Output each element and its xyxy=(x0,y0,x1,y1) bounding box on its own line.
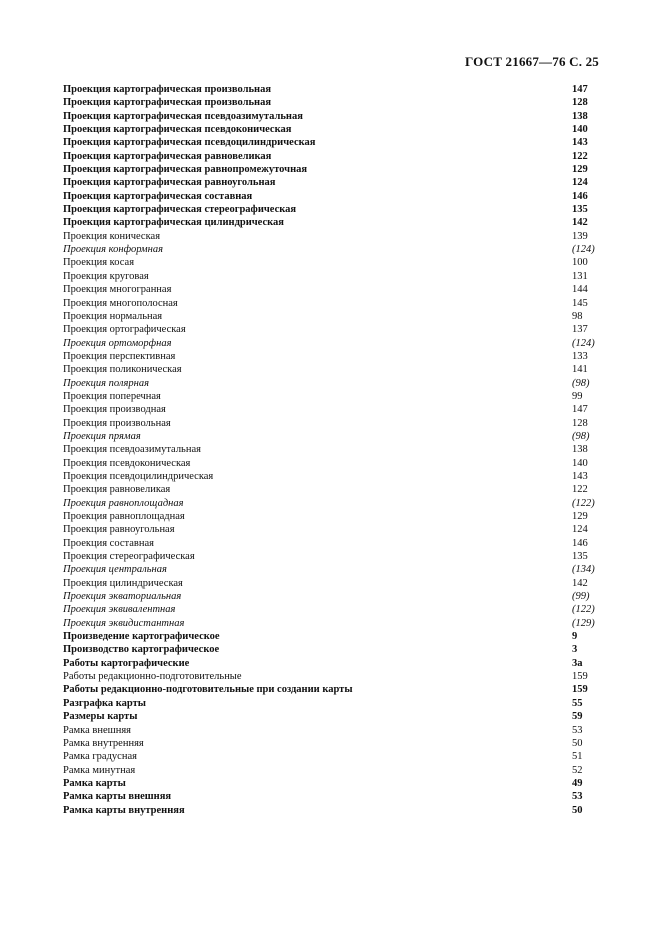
index-page-number: (129) xyxy=(572,617,595,629)
index-page-number: 142 xyxy=(572,577,588,589)
index-entry xyxy=(63,377,603,390)
index-term: Проекция картографическая составная xyxy=(63,190,253,202)
index-term: Проекция картографическая произвольная xyxy=(63,84,272,95)
index-term: Проекция стереографическая xyxy=(63,551,195,563)
index-term: Проекция эквивалентная xyxy=(63,604,176,616)
index-term: Проекция перспективная xyxy=(63,350,176,362)
index-entry xyxy=(63,203,603,216)
index-page-number: 143 xyxy=(572,137,588,149)
index-page-number: 139 xyxy=(572,230,588,242)
index-page-number: (98) xyxy=(572,430,590,442)
index-term: Проекция прямая xyxy=(63,430,141,442)
index-term: Производство картографическое xyxy=(63,644,220,656)
index-term: Проекция равноплощадная xyxy=(63,497,184,509)
index-entry xyxy=(63,230,603,243)
index-page-number: (122) xyxy=(572,497,595,509)
index-entry xyxy=(63,804,603,817)
index-term: Проекция эквидистантная xyxy=(63,617,185,629)
index-page-number: 52 xyxy=(572,764,583,776)
index-entry xyxy=(63,443,603,456)
index-term: Проекция поликоническая xyxy=(63,364,182,376)
index-page-number: 122 xyxy=(572,484,588,496)
index-entry xyxy=(63,563,603,576)
index-entry xyxy=(63,176,603,189)
index-page-number: 142 xyxy=(572,217,588,229)
index-term: Проекция равноугольная xyxy=(63,524,175,536)
index-term: Проекция равновеликая xyxy=(63,484,171,496)
index-term: Проекция нормальная xyxy=(63,310,163,322)
index-entry xyxy=(63,577,603,590)
index-term: Проекция коническая xyxy=(63,230,161,242)
index-entry xyxy=(63,777,603,790)
index-page-number: 129 xyxy=(572,164,588,176)
index-page-number: 146 xyxy=(572,537,588,549)
index-page-number: (98) xyxy=(572,377,590,389)
index-entry xyxy=(63,310,603,323)
index-entry xyxy=(63,697,603,710)
index-term: Проекция псевдоцилиндрическая xyxy=(63,470,214,482)
index-page-number: 135 xyxy=(572,204,588,216)
index-page-number: 3а xyxy=(572,657,583,669)
index-entry xyxy=(63,350,603,363)
index-page-number: (99) xyxy=(572,591,590,603)
index-page-number: 53 xyxy=(572,791,583,803)
index-page-number: (134) xyxy=(572,564,595,576)
index-term: Проекция картографическая произвольная xyxy=(63,97,272,109)
index-page-number: 51 xyxy=(572,751,583,763)
index-page-number: 55 xyxy=(572,697,583,709)
index-term: Разграфка карты xyxy=(63,697,146,709)
index-term: Проекция произвольная xyxy=(63,417,171,429)
index-page-number: 59 xyxy=(572,711,583,723)
index-term: Проекция конформная xyxy=(63,244,163,256)
index-page-number: 131 xyxy=(572,270,588,282)
index-entry xyxy=(63,590,603,603)
index-term: Проекция картографическая равновеликая xyxy=(63,150,272,162)
index-page-number: 133 xyxy=(572,350,588,362)
index-page-number: 98 xyxy=(572,310,583,322)
index-term: Работы картографические xyxy=(63,657,190,669)
index-page-number: 145 xyxy=(572,297,588,309)
index-entry xyxy=(63,403,603,416)
index-page-number: 124 xyxy=(572,524,588,536)
index-term: Проекция многогранная xyxy=(63,284,172,296)
index-page-number: (122) xyxy=(572,604,595,616)
index-term: Проекция косая xyxy=(63,257,135,269)
index-entry xyxy=(63,457,603,470)
index-term: Рамка градусная xyxy=(63,751,137,763)
index-page-number: 140 xyxy=(572,457,588,469)
index-entry xyxy=(63,670,603,683)
index-term: Проекция круговая xyxy=(63,270,149,282)
index-term: Рамка карты внешняя xyxy=(63,791,172,803)
index-entry xyxy=(63,363,603,376)
index-entry xyxy=(63,136,603,149)
index-entry xyxy=(63,523,603,536)
index-entry xyxy=(63,683,603,696)
index-term: Рамка карты xyxy=(63,777,126,789)
index-entry xyxy=(63,216,603,229)
index-entry xyxy=(63,417,603,430)
index-page-number: 146 xyxy=(572,190,588,202)
index-entry xyxy=(63,337,603,350)
index-page-number: 50 xyxy=(572,804,583,816)
index-term: Работы редакционно-подготовительные xyxy=(63,671,242,683)
index-term: Работы редакционно-подготовительные при создании карты xyxy=(63,684,353,696)
index-entry xyxy=(63,550,603,563)
index-page-number: 159 xyxy=(572,671,588,683)
index-page-number: 128 xyxy=(572,97,588,109)
index-entry xyxy=(63,270,603,283)
index-entry xyxy=(63,283,603,296)
index-entry xyxy=(63,430,603,443)
index-term: Проекция картографическая равнопромежуточная xyxy=(63,164,308,176)
index-term: Проекция картографическая стереографическая xyxy=(63,204,297,216)
index-term: Проекция экваториальная xyxy=(63,591,182,603)
index-page-number: 50 xyxy=(572,737,583,749)
index-term: Проекция ортографическая xyxy=(63,324,186,336)
index-term: Проекция картографическая псевдоцилиндрическая xyxy=(63,137,316,149)
index-page-number: (124) xyxy=(572,244,595,256)
index-page-number: 147 xyxy=(572,404,588,416)
index-page-number: 138 xyxy=(572,110,588,122)
index-entry xyxy=(63,510,603,523)
index-term: Проекция псевдоазимутальная xyxy=(63,444,201,456)
index-entry xyxy=(63,537,603,550)
index-page-number: 137 xyxy=(572,324,588,336)
index-entry xyxy=(63,256,603,269)
index-entry xyxy=(63,323,603,336)
index-entry xyxy=(63,630,603,643)
index-term: Проекция производная xyxy=(63,404,166,416)
index-term: Проекция картографическая псевдоазимутальная xyxy=(63,110,303,122)
index-entry xyxy=(63,83,603,96)
index-entry xyxy=(63,96,603,109)
index-page-number: 49 xyxy=(572,777,583,789)
index-entry xyxy=(63,497,603,510)
index-entry xyxy=(63,643,603,656)
index-page-number: 138 xyxy=(572,444,588,456)
index-page-number: 99 xyxy=(572,390,583,402)
index-entry xyxy=(63,243,603,256)
index-entry xyxy=(63,297,603,310)
index-term: Проекция цилиндрическая xyxy=(63,577,183,589)
index-term: Проекция поперечная xyxy=(63,390,161,402)
index-term: Проекция равноплощадная xyxy=(63,511,185,522)
index-entry xyxy=(63,737,603,750)
index-page-number: 122 xyxy=(572,150,588,162)
index-term: Рамка внутренняя xyxy=(63,737,144,749)
index-page-number: 129 xyxy=(572,511,588,522)
index-term: Проекция ортоморфная xyxy=(63,337,172,349)
index-term: Размеры карты xyxy=(63,711,138,723)
index-entry xyxy=(63,710,603,723)
page-header: ГОСТ 21667—76 С. 25 xyxy=(465,54,599,69)
index-page-number: 143 xyxy=(572,470,588,482)
index-term: Произведение картографическое xyxy=(63,631,220,643)
index-term: Проекция центральная xyxy=(63,564,167,576)
index-entry xyxy=(63,724,603,737)
index-term: Проекция составная xyxy=(63,537,154,549)
index-entry xyxy=(63,390,603,403)
index-term: Проекция псевдоконическая xyxy=(63,457,191,469)
index-page-number: 159 xyxy=(572,684,588,696)
index-entry xyxy=(63,603,603,616)
index-entry xyxy=(63,483,603,496)
index-page-number: 128 xyxy=(572,417,588,429)
index-page-number: 144 xyxy=(572,284,588,296)
index-page-number: 140 xyxy=(572,124,588,136)
index-term: Рамка внешняя xyxy=(63,724,131,736)
index-term: Проекция полярная xyxy=(63,377,149,389)
index-page-number: 135 xyxy=(572,551,588,563)
index-page-number: 9 xyxy=(572,631,578,643)
index-entry xyxy=(63,750,603,763)
index-entry xyxy=(63,617,603,630)
index-term: Проекция картографическая равноугольная xyxy=(63,177,276,189)
index-entry xyxy=(63,470,603,483)
index-list xyxy=(63,83,603,817)
index-page-number: 147 xyxy=(572,84,588,95)
index-page-number: (124) xyxy=(572,337,595,349)
index-page-number: 53 xyxy=(572,724,583,736)
index-entry xyxy=(63,190,603,203)
index-page-number: 124 xyxy=(572,177,588,189)
index-term: Рамка карты внутренняя xyxy=(63,804,185,816)
index-term: Проекция картографическая псевдоконическая xyxy=(63,124,292,136)
index-entry xyxy=(63,163,603,176)
index-entry xyxy=(63,123,603,136)
index-page-number: 3 xyxy=(572,644,578,656)
index-term: Проекция картографическая цилиндрическая xyxy=(63,217,284,229)
index-entry xyxy=(63,110,603,123)
index-entry xyxy=(63,150,603,163)
index-entry xyxy=(63,657,603,670)
index-page-number: 141 xyxy=(572,364,588,376)
index-page-number: 100 xyxy=(572,257,588,269)
index-term: Рамка минутная xyxy=(63,764,136,776)
index-entry xyxy=(63,790,603,803)
index-entry xyxy=(63,764,603,777)
index-term: Проекция многополосная xyxy=(63,297,178,309)
